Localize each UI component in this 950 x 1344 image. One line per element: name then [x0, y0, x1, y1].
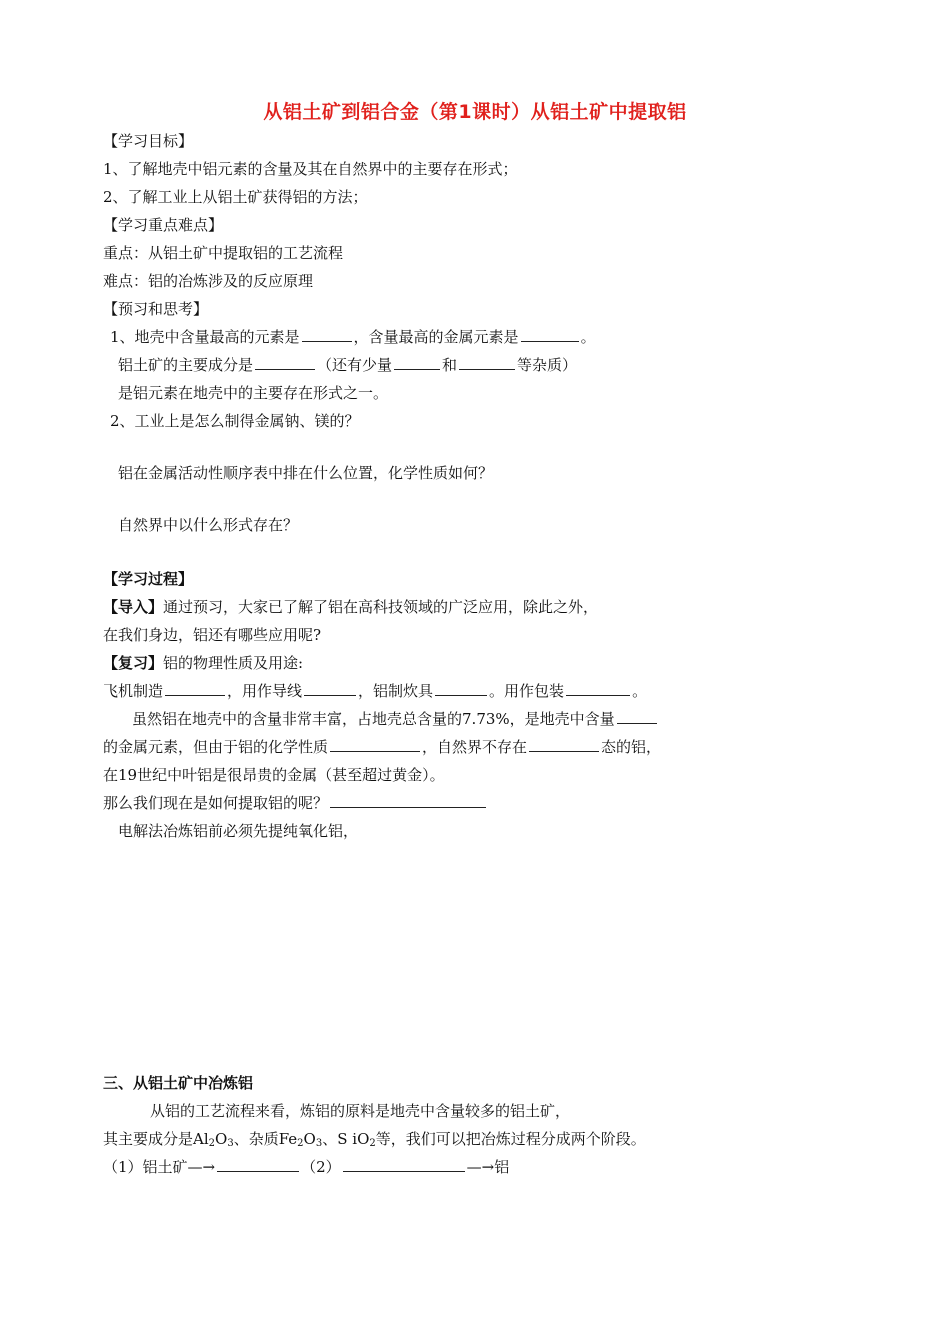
- goal-item-1: 1、了解地壳中铝元素的含量及其在自然界中的主要存在形式；: [103, 160, 518, 178]
- answer-blank[interactable]: [529, 737, 599, 752]
- formula-text: O: [303, 1130, 316, 1148]
- q1-line2-a: 铝土矿的主要成分是: [118, 356, 254, 374]
- section-3-line-1: 从铝的工艺流程来看，炼铝的原料是地壳中含量较多的铝土矿，: [150, 1102, 571, 1120]
- formula-text: O: [215, 1130, 228, 1148]
- preview-question-1-line-3: 是铝元素在地壳中的主要存在形式之一。: [118, 384, 389, 402]
- review-line: [103, 653, 303, 673]
- para2-a: 的金属元素，但由于铝的化学性质: [103, 738, 329, 756]
- q1-text-a: 1、地壳中含量最高的元素是: [110, 328, 300, 346]
- formula-text: 、S iO: [322, 1130, 370, 1148]
- uses-e: 。: [632, 682, 648, 700]
- formula-text: 等，我们可以把冶炼过程分成两个阶段。: [375, 1130, 646, 1148]
- answer-blank[interactable]: [459, 355, 515, 370]
- preview-heading: 【预习和思考】: [103, 300, 209, 318]
- section-3-heading: 三、从铝土矿中冶炼铝: [103, 1074, 254, 1092]
- stage-1-label: （1）铝土矿—→: [103, 1158, 216, 1176]
- answer-blank[interactable]: [394, 355, 440, 370]
- answer-blank[interactable]: [255, 355, 315, 370]
- electrolysis-line: 电解法冶炼铝前必须先提纯氧化铝，: [118, 822, 359, 840]
- formula-text: 其主要成分是Al: [103, 1130, 209, 1148]
- q1-text-b: ，含量最高的金属元素是: [353, 328, 519, 346]
- preview-question-1: [110, 327, 596, 347]
- intro-line-2: 在我们身边，铝还有哪些应用呢?: [103, 626, 322, 644]
- document-title: 从铝土矿到铝合金（第1课时）从铝土矿中提取铝: [263, 101, 687, 123]
- answer-blank[interactable]: [302, 327, 352, 342]
- answer-blank[interactable]: [304, 681, 356, 696]
- paragraph-line-1: [132, 709, 659, 729]
- para1-text: 虽然铝在地壳中的含量非常丰富，占地壳总含量的7.73%，是地壳中含量: [132, 710, 615, 728]
- review-text: 铝的物理性质及用途:: [163, 654, 304, 672]
- q1-line2-c: 和: [442, 356, 458, 374]
- formula-text: 、杂质Fe: [233, 1130, 298, 1148]
- intro-tag: 【导入】: [103, 598, 164, 616]
- key-point: 重点：从铝土矿中提取铝的工艺流程: [103, 244, 344, 262]
- formula-subscript: 2: [208, 1138, 216, 1149]
- formula-subscript: 3: [315, 1138, 323, 1149]
- section-3-line-2: [103, 1129, 646, 1149]
- answer-blank[interactable]: [617, 709, 657, 724]
- answer-blank[interactable]: [566, 681, 630, 696]
- formula-subscript: 2: [369, 1138, 376, 1149]
- answer-blank[interactable]: [343, 1157, 465, 1172]
- difficulty-point: 难点：铝的冶炼涉及的反应原理: [103, 272, 314, 290]
- answer-blank[interactable]: [521, 327, 579, 342]
- uses-c: ，铝制炊具: [358, 682, 434, 700]
- uses-b: ，用作导线: [227, 682, 303, 700]
- answer-blank[interactable]: [165, 681, 225, 696]
- extraction-question: [103, 793, 488, 813]
- uses-line: [103, 681, 647, 701]
- review-tag: 【复习】: [103, 654, 164, 672]
- preview-question-4: 自然界中以什么形式存在？: [118, 516, 299, 534]
- uses-a: 飞机制造: [103, 682, 164, 700]
- answer-blank[interactable]: [330, 793, 486, 808]
- uses-d: 。用作包装: [489, 682, 565, 700]
- answer-blank[interactable]: [217, 1157, 299, 1172]
- key-points-heading: 【学习重点难点】: [103, 216, 224, 234]
- stage-2-label: （2）: [301, 1158, 341, 1176]
- para2-c: 态的铝，: [601, 738, 662, 756]
- formula-subscript: 3: [227, 1138, 234, 1149]
- preview-question-3: 铝在金属活动性顺序表中排在什么位置，化学性质如何？: [118, 464, 494, 482]
- para2-b: ，自然界不存在: [422, 738, 528, 756]
- formula-subscript: 2: [297, 1138, 304, 1149]
- stage-end-label: —→铝: [466, 1158, 510, 1176]
- goal-item-2: 2、了解工业上从铝土矿获得铝的方法；: [103, 188, 368, 206]
- stages-line: [103, 1157, 509, 1177]
- paragraph-line-2: [103, 737, 661, 757]
- process-heading: 【学习过程】: [103, 570, 194, 588]
- paragraph-line-3: 在19世纪中叶铝是很昂贵的金属（甚至超过黄金）。: [103, 766, 445, 784]
- preview-question-1-line-2: [118, 355, 577, 375]
- q1-line2-d: 等杂质）: [517, 356, 578, 374]
- goals-heading: 【学习目标】: [103, 132, 194, 150]
- preview-question-2: 2、工业上是怎么制得金属钠、镁的？: [110, 412, 360, 430]
- intro-text: 通过预习，大家已了解了铝在高科技领域的广泛应用，除此之外，: [163, 598, 599, 616]
- answer-blank[interactable]: [330, 737, 420, 752]
- q1-text-c: 。: [580, 328, 596, 346]
- intro-line-1: [103, 597, 598, 617]
- q1-line2-b: （还有少量: [317, 356, 393, 374]
- extraction-question-text: 那么我们现在是如何提取铝的呢？: [103, 794, 329, 812]
- answer-blank[interactable]: [435, 681, 487, 696]
